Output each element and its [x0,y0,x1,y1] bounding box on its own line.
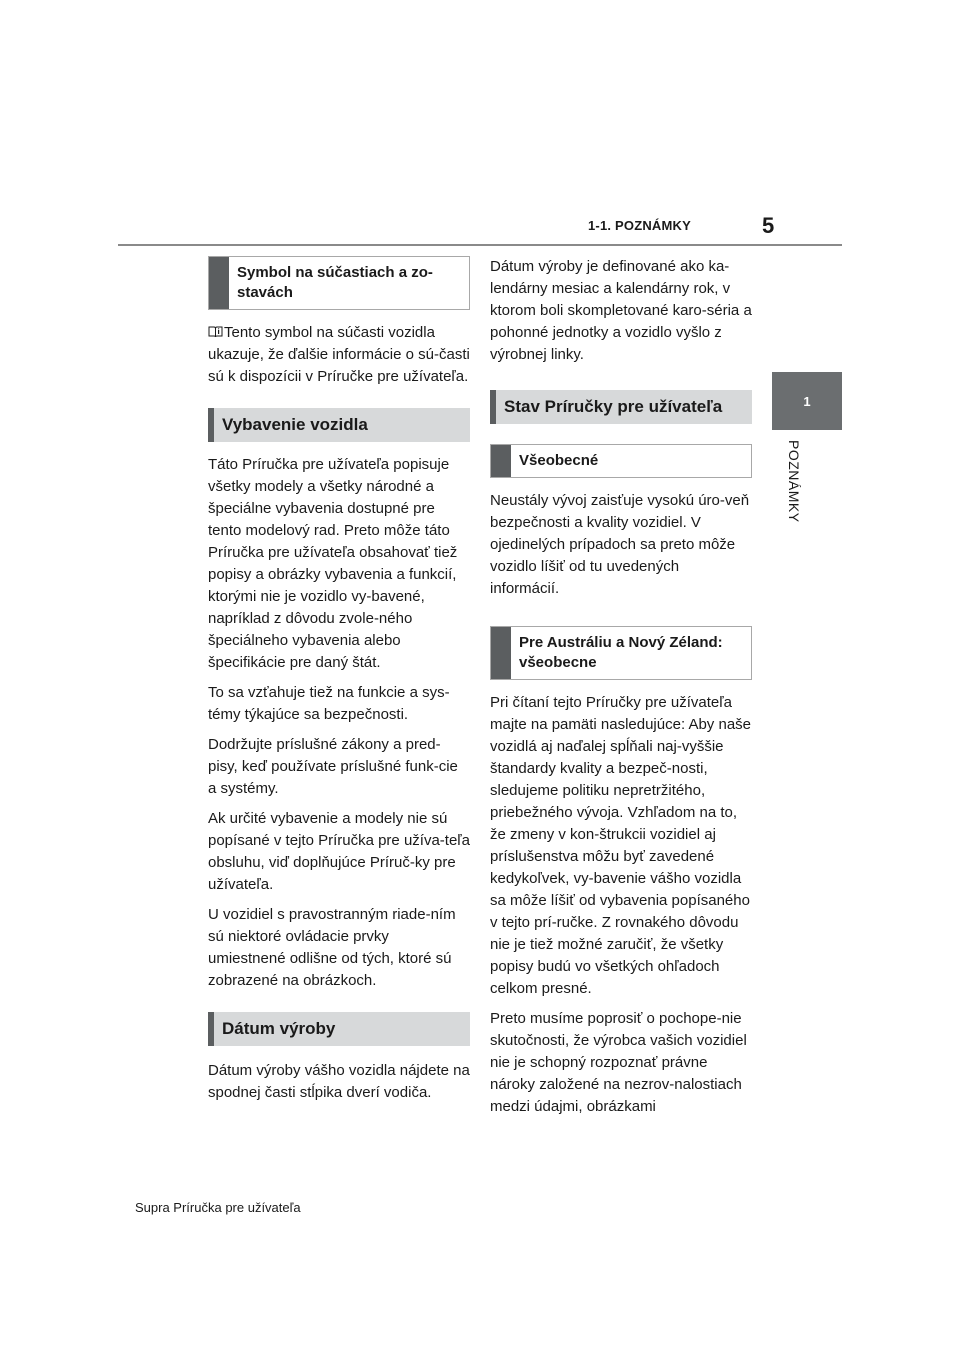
left-column [208,256,470,1112]
general-heading: Všeobecné [519,452,599,469]
date-definition-paragraph: Dátum výroby je definované ako ka-lendárny mesiac a kalendárny rok, v ktorom boli skompletované karo-séria a pohonné jednotky a vozidlo vyšlo z výrobnej linky. [490,258,752,363]
australia-paragraph: Pri čítaní tejto Príručky pre užívateľa majte na pamäti nasledujúce: Aby naše vozidlá aj naďalej spĺňali naj-vyššie štandardy kvality a bezpeč-nosti, sledujeme politiku nepretržitého, priebežného vývoja. Vzhľadom na to, že zmeny v kon-štrukcii vozidiel aj príslušenstva môžu byť zavedené kedykoľvek, vy-bavenie vášho vozidla sa môže líšiť od vybavenia popísaného v tejto prí-ručke. Z rovnakého dôvodu nie je tiež možné zaručiť, že všetky popisy budú vo všetkých ohľadoch celkom presné. [490,694,751,997]
chapter-number: 1 [803,393,811,409]
equipment-paragraph: Ak určité vybavenie a modely nie sú popísané v tejto Príručka pre užíva-teľa obsluhu, viď doplňujúce Príruč-ky pre užívateľa. [208,810,471,893]
australia-paragraph: Preto musíme poprosiť o pochope-nie skutočnosti, že výrobca vašich vozidiel nie je schopný rozpoznať právne nároky založené na nezrov-nalostiach medzi údajmi, obrázkami [490,1010,747,1115]
heading-box-bar [491,627,511,679]
equipment-paragraph: To sa vzťahuje tiež na funkcie a sys-témy týkajúce sa bezpečnosti. [208,684,450,723]
chapter-tab[interactable] [772,372,842,430]
status-heading-text: Stav Príručky pre užívateľa [504,397,723,416]
heading-box-bar [491,445,511,477]
equipment-paragraph: Dodržujte príslušné zákony a pred-pisy, keď používate príslušné funk-cie a systémy. [208,736,458,797]
australia-heading: Pre Austráliu a Nový Zéland: všeobecne [519,634,723,671]
date-paragraph: Dátum výroby vášho vozidla nájdete na spodnej časti stĺpika dverí vodiča. [208,1062,470,1101]
chapter-label: POZNÁMKY [786,440,802,523]
symbol-heading: Symbol na súčastiach a zo-stavách [237,264,433,301]
date-heading [208,1012,470,1046]
footer-text: Supra Príručka pre užívateľa [135,1200,301,1215]
page-number: 5 [762,213,775,238]
equipment-heading-text: Vybavenie vozidla [222,415,368,434]
section-title: 1-1. POZNÁMKY [588,218,692,233]
symbol-text: Tento symbol na súčasti vozidla ukazuje, že ďalšie informácie o sú-časti sú k dispozícii v Príručke pre užívateľa. [208,324,470,385]
header-divider [118,244,842,246]
status-heading [490,390,752,424]
symbol-paragraph [208,322,470,388]
equipment-paragraph: U vozidiel s pravostranným riade-ním sú niektoré ovládacie prvky umiestnené odlišne od tých, ktoré sú zobrazené na obrázkoch. [208,906,456,989]
general-heading-box [490,444,752,478]
book-info-icon [208,325,223,338]
australia-heading-box [490,626,752,680]
general-paragraph: Neustály vývoj zaisťuje vysokú úro-veň bezpečnosti a kvality vozidiel. V ojedinelých prípadoch sa preto môže vozidlo líšiť od tu uvedených informácií. [490,492,750,597]
equipment-heading [208,408,470,442]
right-column [490,256,752,1126]
date-heading-text: Dátum výroby [222,1019,336,1038]
symbol-heading-box [208,256,470,310]
equipment-paragraph: Táto Príručka pre užívateľa popisuje všetky modely a všetky národné a špeciálne vybavenia dostupné pre tento modelový rad. Preto môže táto Príručka pre užívateľa obsahovať tiež popisy a obrázky vybavenia a funkcií, ktorými nie je vozidlo vy-bavené, napríklad z dôvodu zvole-ného špeciálneho vybavenia alebo špecifikácie pre daný štát. [208,456,458,671]
heading-box-bar [209,257,229,309]
